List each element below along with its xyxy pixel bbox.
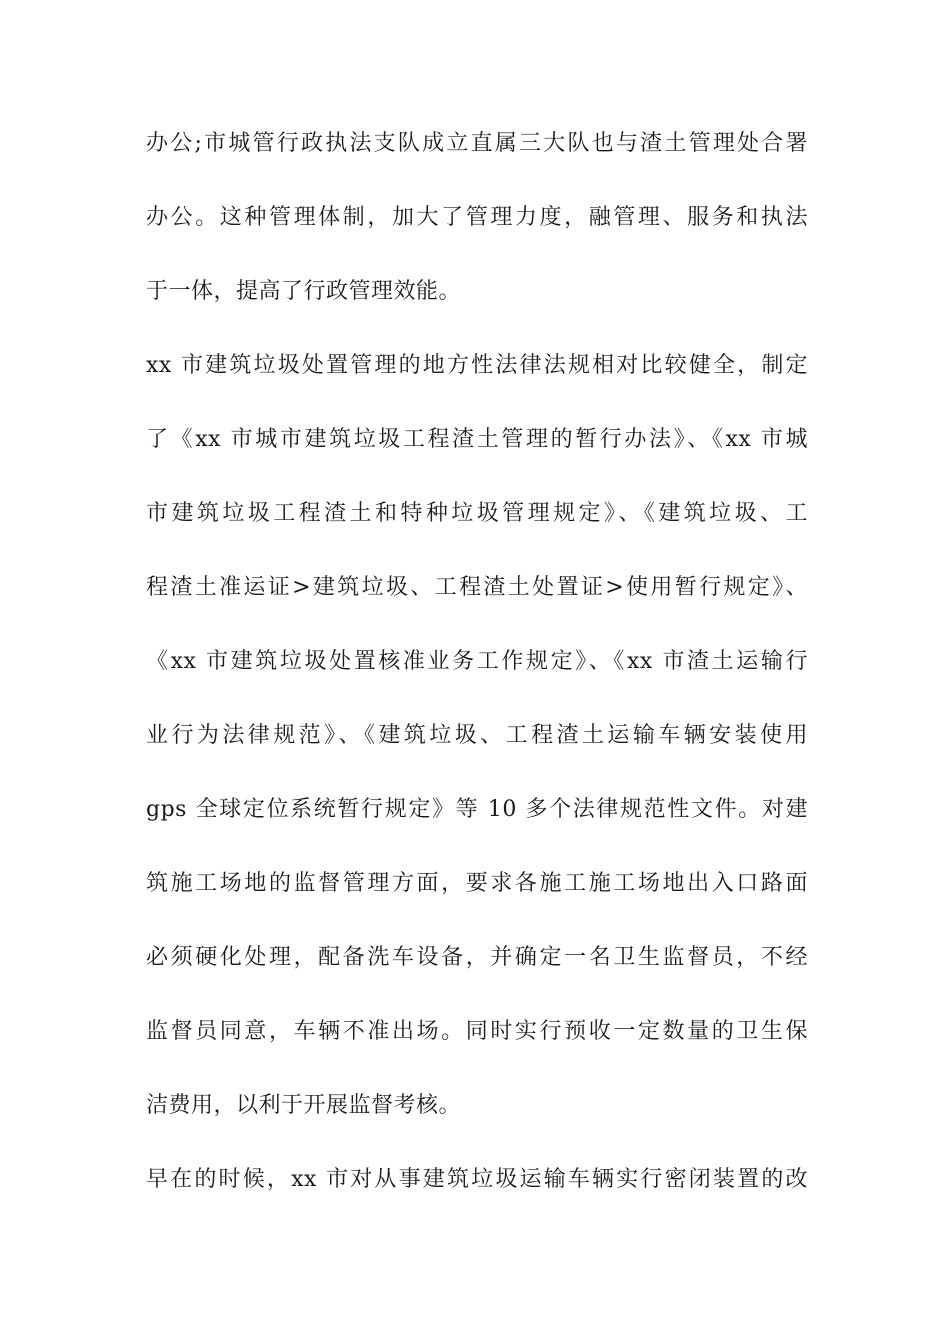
text-line-9: 业行为法律规范》、《建筑垃圾、工程渣土运输车辆安装使用 [146,723,808,748]
text-line-14: 洁费用，以利于开展监督考核。 [146,1093,462,1118]
text-line-1: 办公;市城管行政执法支队成立直属三大队也与渣土管理处合署 [146,131,808,156]
text-line-5: 了《xx 市城市建筑垃圾工程渣土管理的暂行办法》、《xx 市城 [146,427,808,452]
text-line-15: 早在的时候，xx 市对从事建筑垃圾运输车辆实行密闭装置的改 [146,1167,808,1192]
text-line-6: 市建筑垃圾工程渣土和特种垃圾管理规定》、《建筑垃圾、工 [146,501,808,526]
text-line-12: 必须硬化处理，配备洗车设备，并确定一名卫生监督员，不经 [146,945,808,970]
text-line-11: 筑施工场地的监督管理方面，要求各施工施工场地出入口路面 [146,871,808,896]
text-line-2: 办公。这种管理体制，加大了管理力度，融管理、服务和执法 [146,205,808,230]
text-line-4: xx 市建筑垃圾处置管理的地方性法律法规相对比较健全，制定 [146,353,808,378]
document-body [146,132,808,1242]
text-line-7: 程渣土准运证>建筑垃圾、工程渣土处置证>使用暂行规定》、 [146,575,808,600]
text-line-10: gps 全球定位系统暂行规定》等 10 多个法律规范性文件。对建 [146,797,808,822]
text-line-13: 监督员同意，车辆不准出场。同时实行预收一定数量的卫生保 [146,1019,808,1044]
text-line-8: 《xx 市建筑垃圾处置核准业务工作规定》、《xx 市渣土运输行 [146,649,808,674]
text-line-3: 于一体，提高了行政管理效能。 [146,279,462,304]
